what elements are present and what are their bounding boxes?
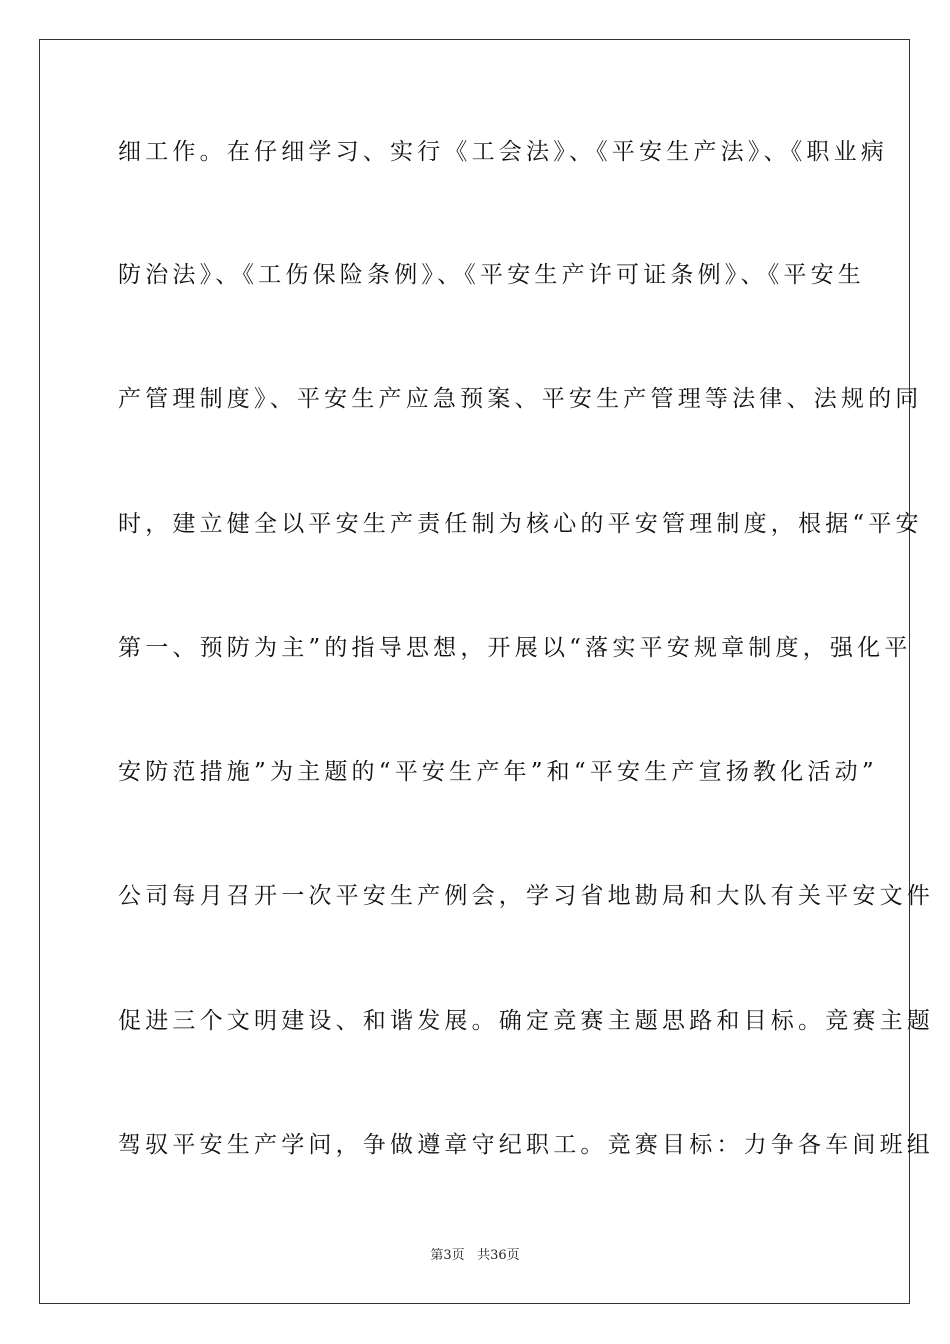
page-border [39,39,934,1304]
body-text-line: 产管理制度》、平安生产应急预案、平安生产管理等法律、法规的同 [118,386,923,412]
page-footer [0,1247,950,1265]
body-text-line: 驾驭平安生产学问，争做遵章守纪职工。竞赛目标：力争各车间班组 [118,1132,934,1158]
body-text-line: 安防范措施”为主题的“平安生产年”和“平安生产宣扬教化活动” [118,759,878,785]
body-text-line: 时，建立健全以平安生产责任制为核心的平安管理制度，根据“平安 [118,511,923,537]
page-total: 共36页 [477,1248,520,1263]
body-text-line: 防治法》、《工伤保险条例》、《平安生产许可证条例》、《平安生 [118,262,865,288]
body-text-line: 促进三个文明建设、和谐发展。确定竞赛主题思路和目标。竞赛主题 [118,1008,934,1034]
page-number: 第3页 [430,1248,465,1263]
body-text-line: 公司每月召开一次平安生产例会，学习省地勘局和大队有关平安文件 [118,883,934,909]
body-text-line: 细工作。在仔细学习、实行《工会法》、《平安生产法》、《职业病 [118,139,888,165]
body-text-line: 第一、预防为主”的指导思想，开展以“落实平安规章制度，强化平 [118,635,912,661]
